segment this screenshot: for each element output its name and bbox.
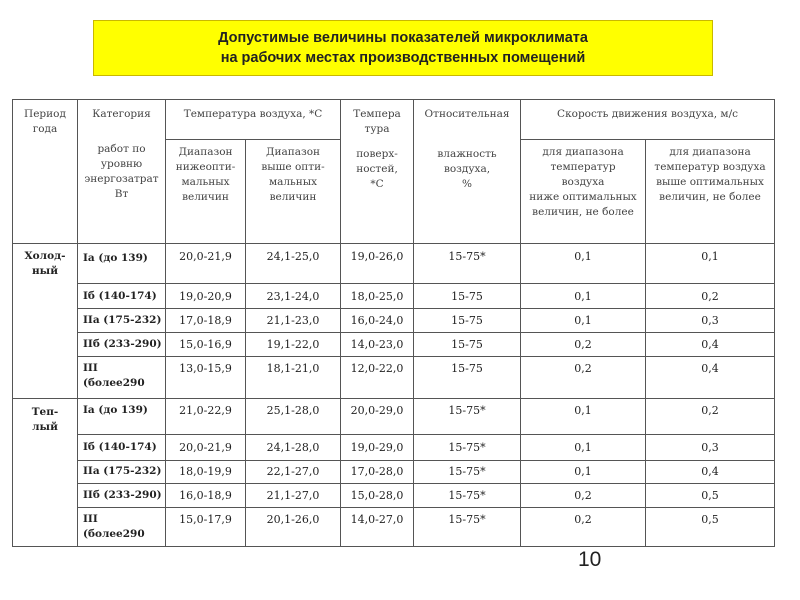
period-cold: Холод- ный bbox=[13, 244, 78, 399]
header-humidity-bottom: влажность воздуха, % bbox=[437, 148, 497, 190]
cell-surface-temp: 19,0-26,0 bbox=[341, 244, 414, 284]
cell-temp-below: 13,0-15,9 bbox=[166, 357, 246, 399]
header-air-temp-below: Диапазон нижеопти- мальных величин bbox=[166, 140, 246, 244]
cell-speed-above: 0,5 bbox=[646, 484, 775, 508]
cell-temp-below: 21,0-22,9 bbox=[166, 399, 246, 435]
header-air-speed-above: для диапазона температур воздуха выше оптимальных величин, не более bbox=[646, 140, 775, 244]
header-humidity-top: Относительная bbox=[424, 108, 510, 120]
cell-temp-above: 21,1-27,0 bbox=[246, 484, 341, 508]
cell-surface-temp: 19,0-29,0 bbox=[341, 435, 414, 461]
cell-speed-below: 0,1 bbox=[521, 309, 646, 333]
cell-temp-above: 21,1-23,0 bbox=[246, 309, 341, 333]
cell-surface-temp: 20,0-29,0 bbox=[341, 399, 414, 435]
cell-speed-below: 0,1 bbox=[521, 461, 646, 484]
cell-speed-above: 0,4 bbox=[646, 333, 775, 357]
table-row bbox=[13, 333, 775, 357]
cell-temp-above: 22,1-27,0 bbox=[246, 461, 341, 484]
cell-humidity: 15-75* bbox=[414, 435, 521, 461]
row-category: IIб (233-290) bbox=[78, 484, 166, 508]
cell-speed-below: 0,1 bbox=[521, 435, 646, 461]
table-row bbox=[13, 244, 775, 284]
cell-speed-above: 0,3 bbox=[646, 309, 775, 333]
period-warm: Теп- лый bbox=[13, 399, 78, 547]
cell-humidity: 15-75* bbox=[414, 399, 521, 435]
row-category: Iа (до 139) bbox=[78, 244, 166, 284]
header-surface-temp bbox=[341, 100, 414, 244]
cell-speed-above: 0,4 bbox=[646, 357, 775, 399]
table-row bbox=[13, 284, 775, 309]
cell-speed-below: 0,2 bbox=[521, 484, 646, 508]
cell-temp-below: 15,0-17,9 bbox=[166, 508, 246, 547]
row-category: IIб (233-290) bbox=[78, 333, 166, 357]
cell-humidity: 15-75 bbox=[414, 284, 521, 309]
title-line-1: Допустимые величины показателей микроклимата bbox=[218, 30, 588, 46]
cell-speed-above: 0,1 bbox=[646, 244, 775, 284]
header-air-temp-above: Диапазон выше опти- мальных величин bbox=[246, 140, 341, 244]
header-surface-temp-top: Темпера тура bbox=[353, 108, 401, 135]
cell-temp-above: 23,1-24,0 bbox=[246, 284, 341, 309]
header-category-top: Категория bbox=[92, 108, 151, 120]
cell-temp-above: 24,1-28,0 bbox=[246, 435, 341, 461]
row-category: III (более290 bbox=[78, 357, 166, 399]
header-air-temp: Температура воздуха, *С bbox=[166, 100, 341, 140]
cell-speed-below: 0,2 bbox=[521, 508, 646, 547]
table-row bbox=[13, 484, 775, 508]
cell-speed-below: 0,1 bbox=[521, 399, 646, 435]
cell-speed-below: 0,1 bbox=[521, 284, 646, 309]
cell-speed-below: 0,1 bbox=[521, 244, 646, 284]
row-category: Iа (до 139) bbox=[78, 399, 166, 435]
cell-temp-below: 16,0-18,9 bbox=[166, 484, 246, 508]
row-category: III (более290 bbox=[78, 508, 166, 547]
header-category bbox=[78, 100, 166, 244]
row-category: IIа (175-232) bbox=[78, 461, 166, 484]
cell-humidity: 15-75* bbox=[414, 484, 521, 508]
cell-speed-above: 0,4 bbox=[646, 461, 775, 484]
cell-surface-temp: 12,0-22,0 bbox=[341, 357, 414, 399]
cell-humidity: 15-75 bbox=[414, 357, 521, 399]
row-category: Iб (140-174) bbox=[78, 284, 166, 309]
header-air-speed-below: для диапазона температур воздуха ниже оптимальных величин, не более bbox=[521, 140, 646, 244]
cell-speed-above: 0,2 bbox=[646, 284, 775, 309]
row-category: Iб (140-174) bbox=[78, 435, 166, 461]
cell-humidity: 15-75* bbox=[414, 461, 521, 484]
cell-humidity: 15-75 bbox=[414, 309, 521, 333]
cell-temp-below: 20,0-21,9 bbox=[166, 244, 246, 284]
page-number: 10 bbox=[578, 548, 602, 571]
cell-speed-below: 0,2 bbox=[521, 333, 646, 357]
cell-surface-temp: 14,0-27,0 bbox=[341, 508, 414, 547]
microclimate-table bbox=[12, 99, 775, 547]
header-surface-temp-bottom: поверх- ностей, *С bbox=[356, 148, 398, 190]
table-row bbox=[13, 435, 775, 461]
table-row bbox=[13, 309, 775, 333]
cell-humidity: 15-75* bbox=[414, 244, 521, 284]
cell-temp-below: 15,0-16,9 bbox=[166, 333, 246, 357]
row-category: IIа (175-232) bbox=[78, 309, 166, 333]
header-period: Период года bbox=[13, 100, 78, 244]
table-row bbox=[13, 399, 775, 435]
cell-surface-temp: 15,0-28,0 bbox=[341, 484, 414, 508]
cell-temp-above: 24,1-25,0 bbox=[246, 244, 341, 284]
table-row bbox=[13, 357, 775, 399]
cell-speed-above: 0,3 bbox=[646, 435, 775, 461]
cell-speed-below: 0,2 bbox=[521, 357, 646, 399]
cell-surface-temp: 18,0-25,0 bbox=[341, 284, 414, 309]
cell-temp-below: 19,0-20,9 bbox=[166, 284, 246, 309]
header-air-speed: Скорость движения воздуха, м/с bbox=[521, 100, 775, 140]
cell-humidity: 15-75 bbox=[414, 333, 521, 357]
cell-surface-temp: 14,0-23,0 bbox=[341, 333, 414, 357]
cell-temp-above: 20,1-26,0 bbox=[246, 508, 341, 547]
table-row bbox=[13, 461, 775, 484]
cell-surface-temp: 17,0-28,0 bbox=[341, 461, 414, 484]
cell-temp-above: 25,1-28,0 bbox=[246, 399, 341, 435]
cell-temp-below: 17,0-18,9 bbox=[166, 309, 246, 333]
cell-humidity: 15-75* bbox=[414, 508, 521, 547]
title-line-2: на рабочих местах производственных помещений bbox=[220, 50, 586, 66]
table-row bbox=[13, 508, 775, 547]
header-category-bottom: работ по уровню энергозатрат Вт bbox=[84, 143, 159, 200]
header-humidity bbox=[414, 100, 521, 244]
cell-speed-above: 0,2 bbox=[646, 399, 775, 435]
cell-temp-below: 20,0-21,9 bbox=[166, 435, 246, 461]
title-banner bbox=[93, 20, 713, 76]
cell-surface-temp: 16,0-24,0 bbox=[341, 309, 414, 333]
cell-speed-above: 0,5 bbox=[646, 508, 775, 547]
cell-temp-below: 18,0-19,9 bbox=[166, 461, 246, 484]
cell-temp-above: 19,1-22,0 bbox=[246, 333, 341, 357]
cell-temp-above: 18,1-21,0 bbox=[246, 357, 341, 399]
